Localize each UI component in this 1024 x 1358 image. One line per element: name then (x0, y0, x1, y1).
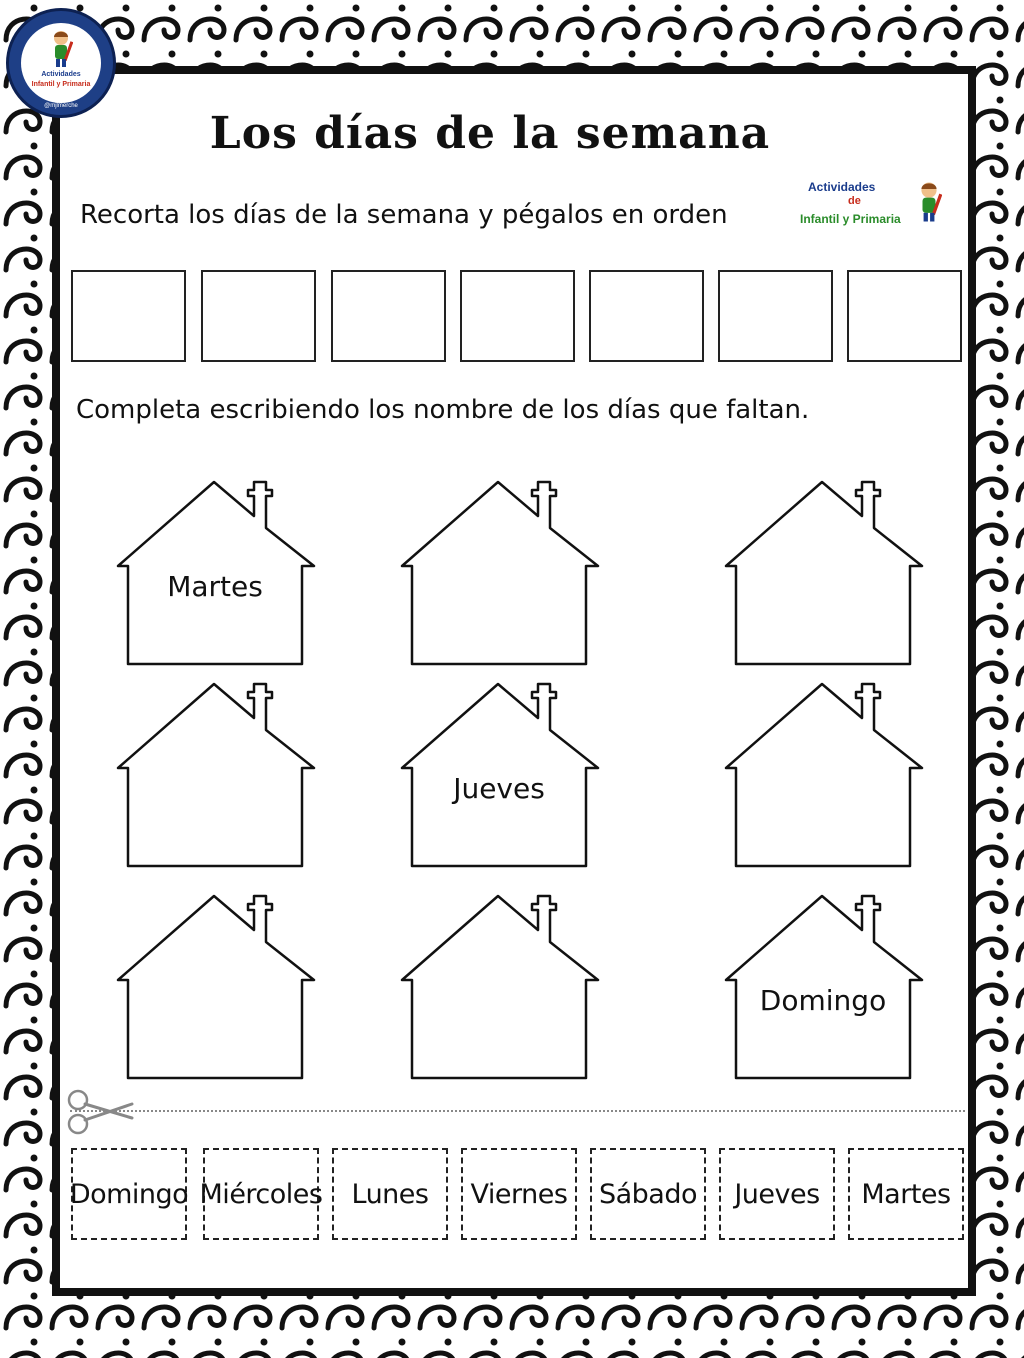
paste-box[interactable] (201, 270, 316, 362)
page-title: Los días de la semana (209, 108, 771, 159)
paste-box[interactable] (589, 270, 704, 362)
day-card[interactable]: Lunes (332, 1148, 448, 1240)
house-1[interactable] (116, 478, 316, 668)
house-2[interactable] (400, 478, 600, 668)
paste-box[interactable] (71, 270, 186, 362)
scissors-icon (64, 1088, 136, 1136)
day-card[interactable]: Sábado (590, 1148, 706, 1240)
house-4[interactable] (116, 680, 316, 870)
badge-handle: @mjlmerche (44, 103, 78, 109)
house-9[interactable] (724, 892, 924, 1082)
day-card[interactable]: Martes (848, 1148, 964, 1240)
day-card[interactable]: Domingo (71, 1148, 187, 1240)
publisher-logo (800, 178, 950, 238)
house-8[interactable] (400, 892, 600, 1082)
house-7[interactable] (116, 892, 316, 1082)
paste-box[interactable] (847, 270, 962, 362)
house-label: Jueves (453, 772, 545, 805)
instruction-cut: Recorta los días de la semana y pégalos en orden (80, 200, 728, 230)
house-3[interactable] (724, 478, 924, 668)
logo-line3: Infantil y Primaria (800, 212, 901, 226)
cut-line (70, 1110, 965, 1112)
badge-line2: Infantil y Primaria (31, 81, 91, 88)
house-5[interactable] (400, 680, 600, 870)
day-card[interactable]: Miércoles (203, 1148, 319, 1240)
badge-line1: Actividades (41, 71, 81, 78)
paste-box[interactable] (331, 270, 446, 362)
publisher-badge (6, 8, 116, 118)
child-with-pencil-icon (49, 29, 73, 69)
house-label: Martes (167, 570, 263, 603)
day-card[interactable]: Jueves (719, 1148, 835, 1240)
logo-line1: Actividades (808, 180, 876, 194)
house-6[interactable] (724, 680, 924, 870)
logo-line2: de (848, 195, 861, 207)
paste-box[interactable] (718, 270, 833, 362)
instruction-complete: Completa escribiendo los nombre de los días que faltan. (76, 395, 810, 425)
house-label: Domingo (759, 984, 887, 1017)
child-with-pencil-icon (916, 180, 942, 224)
paste-box[interactable] (460, 270, 575, 362)
day-card[interactable]: Viernes (461, 1148, 577, 1240)
